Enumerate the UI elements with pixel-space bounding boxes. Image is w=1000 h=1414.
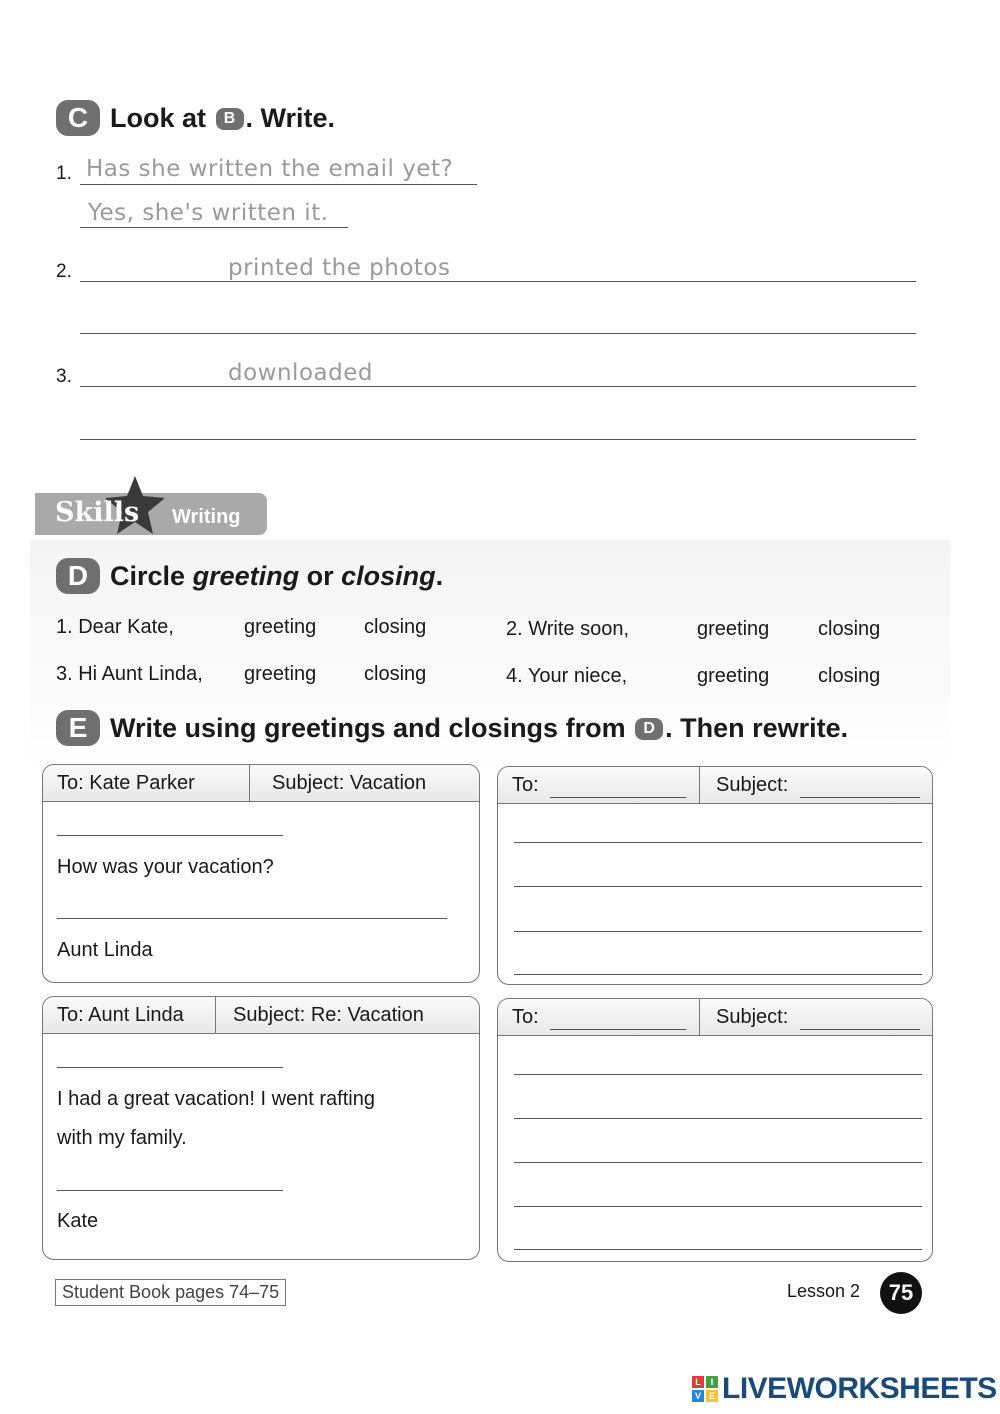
rewrite-1-line-1[interactable]: [514, 842, 922, 843]
email-2-body-line-1: I had a great vacation! I went rafting: [57, 1088, 375, 1110]
email-2-box: [42, 996, 480, 1260]
logo-letter-i: I: [706, 1376, 718, 1388]
item-number-2: 2.: [56, 261, 72, 282]
email-1-to: To: Kate Parker: [57, 772, 195, 794]
email-1-signature: Aunt Linda: [57, 939, 153, 961]
liveworksheets-wordmark: LIVEWORKSHEETS: [722, 1372, 997, 1405]
logo-letter-v: V: [692, 1390, 704, 1402]
d-item-1-closing[interactable]: closing: [364, 616, 427, 638]
rewrite-2-line-4[interactable]: [514, 1206, 922, 1207]
rewrite-2-header: [498, 999, 932, 1036]
section-c-heading-end: . Write.: [245, 102, 336, 133]
d-item-2-greeting[interactable]: greeting: [697, 618, 770, 640]
section-d-heading-greeting: greeting: [192, 560, 300, 591]
rewrite-1-subject-blank[interactable]: [800, 797, 920, 798]
section-e-heading-text: Write using greetings and closings from: [110, 712, 626, 743]
rewrite-1-to-label: To:: [512, 774, 539, 796]
rewrite-2-box: [497, 998, 933, 1262]
logo-letter-l: L: [692, 1376, 704, 1388]
logo-letter-e: E: [706, 1390, 718, 1402]
rewrite-1-header: [498, 767, 932, 804]
email-2-subject: Subject: Re: Vacation: [233, 1004, 424, 1026]
section-c-ref-badge: B: [216, 108, 244, 130]
liveworksheets-logo: [692, 1372, 997, 1406]
d-item-3-closing[interactable]: closing: [364, 663, 427, 685]
d-item-1-label: 1. Dear Kate,: [56, 616, 174, 638]
d-item-2-label: 2. Write soon,: [506, 618, 630, 640]
answer-2-line-1[interactable]: [80, 281, 916, 282]
email-2-greeting-blank[interactable]: [57, 1067, 283, 1068]
email-2-header: [43, 997, 479, 1034]
d-item-2-closing[interactable]: closing: [818, 618, 881, 640]
d-item-3-label: 3. Hi Aunt Linda,: [56, 663, 203, 685]
student-book-reference: Student Book pages 74–75: [55, 1279, 286, 1306]
rewrite-2-subject-label: Subject:: [716, 1006, 789, 1028]
rewrite-1-line-2[interactable]: [514, 886, 922, 887]
answer-2-hint: printed the photos: [228, 255, 451, 281]
skills-label: Skills: [55, 497, 140, 528]
section-d-heading-text: Circle: [110, 560, 186, 591]
email-1-greeting-blank[interactable]: [57, 835, 283, 836]
email-2-signature: Kate: [57, 1210, 99, 1232]
section-d-heading-end: .: [435, 560, 444, 591]
section-c-heading: [56, 100, 335, 136]
email-1-header-divider: [249, 765, 250, 801]
section-d-heading-closing: closing: [341, 560, 436, 591]
section-e-heading-end: . Then rewrite.: [665, 712, 849, 743]
rewrite-2-header-divider: [699, 999, 700, 1035]
item-number-1: 1.: [56, 163, 72, 184]
d-item-3-greeting[interactable]: greeting: [244, 663, 317, 685]
answer-1-line-1[interactable]: Has she written the email yet?: [86, 156, 454, 182]
rewrite-2-to-blank[interactable]: [550, 1029, 686, 1030]
email-1-subject: Subject: Vacation: [272, 772, 427, 794]
rewrite-1-subject-label: Subject:: [716, 774, 789, 796]
email-2-header-divider: [215, 997, 216, 1033]
email-1-box: [42, 764, 480, 983]
email-2-closing-blank[interactable]: [57, 1190, 283, 1191]
d-item-4-closing[interactable]: closing: [818, 665, 881, 687]
answer-2-line-2[interactable]: [80, 333, 916, 334]
d-item-1-greeting[interactable]: greeting: [244, 616, 317, 638]
item-number-3: 3.: [56, 366, 72, 387]
rewrite-2-line-3[interactable]: [514, 1162, 922, 1163]
d-item-4-greeting[interactable]: greeting: [697, 665, 770, 687]
rewrite-2-to-label: To:: [512, 1006, 539, 1028]
rewrite-2-line-5[interactable]: [514, 1249, 922, 1250]
rewrite-2-line-2[interactable]: [514, 1118, 922, 1119]
answer-3-line-1[interactable]: [80, 386, 916, 387]
answer-3-line-2[interactable]: [80, 439, 916, 440]
answer-1-underline-2: [80, 227, 348, 228]
answer-3-hint: downloaded: [228, 360, 373, 386]
lesson-label: Lesson 2: [787, 1281, 861, 1301]
rewrite-2-subject-blank[interactable]: [800, 1029, 920, 1030]
email-2-to: To: Aunt Linda: [57, 1004, 184, 1026]
section-e-heading: [56, 710, 848, 746]
section-e-badge: E: [56, 710, 100, 746]
email-1-closing-blank[interactable]: [57, 918, 447, 919]
rewrite-1-header-divider: [699, 767, 700, 803]
rewrite-1-line-3[interactable]: [514, 931, 922, 932]
rewrite-1-to-blank[interactable]: [550, 797, 686, 798]
section-d-badge: D: [56, 558, 100, 594]
email-1-header: [43, 765, 479, 802]
section-d-heading-or: or: [306, 560, 334, 591]
answer-1-underline-1: [80, 184, 477, 185]
page-number: 75: [880, 1272, 922, 1314]
section-e-ref-badge: D: [635, 718, 663, 740]
section-d-heading: [56, 558, 443, 594]
liveworksheets-icon: [692, 1376, 718, 1402]
email-1-body: How was your vacation?: [57, 856, 274, 878]
section-c-heading-text: Look at: [110, 102, 207, 133]
d-item-4-label: 4. Your niece,: [506, 665, 628, 687]
rewrite-1-box: [497, 766, 933, 985]
writing-label: Writing: [172, 506, 241, 528]
email-2-body-line-2: with my family.: [57, 1127, 187, 1149]
section-c-badge: C: [56, 100, 100, 136]
rewrite-2-line-1[interactable]: [514, 1074, 922, 1075]
rewrite-1-line-4[interactable]: [514, 974, 922, 975]
answer-1-line-2[interactable]: Yes, she's written it.: [88, 200, 329, 226]
